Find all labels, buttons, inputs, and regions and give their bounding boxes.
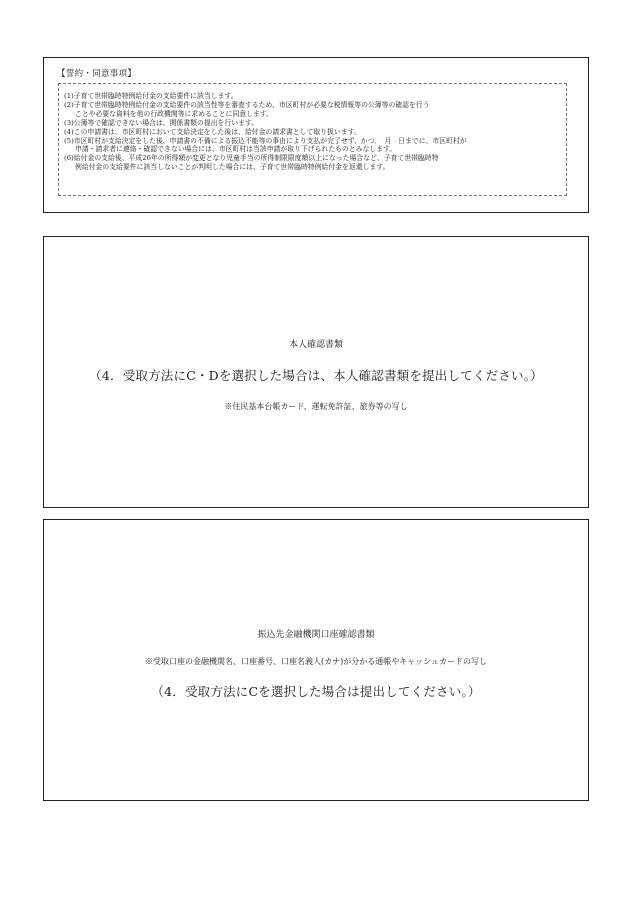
pledge-item-text: (6)給付金の支給後、平成26年の所得額が変更となり児童手当の所得制限限度額以上になった場合など、子育て世帯臨時特 xyxy=(64,154,439,163)
pledge-item-continuation: 例給付金の支給要件に該当しないことが判明した場合には、子育て世帯臨時特例給付金を返還します。 xyxy=(75,163,390,172)
pledge-item-text: (3)公簿等で確認できない場合は、関係書類の提出を行います。 xyxy=(64,118,259,127)
identity-document-note: ※住民基本台帳カード、運転免許証、旅券等の写し xyxy=(224,402,408,411)
pledge-item-4 xyxy=(64,128,560,137)
pledge-item-3 xyxy=(64,119,560,128)
pledge-item-text: (5)市区町村が支給決定をした後、申請書の不備による振込不能等の事由により支払が完了せず、かつ、 月 日までに、市区町村が xyxy=(64,136,467,145)
bank-account-document-box xyxy=(43,519,589,801)
pledge-item-5 xyxy=(64,137,560,155)
pledge-item-1 xyxy=(64,92,560,101)
identity-document-box xyxy=(43,236,589,508)
pledge-items-box xyxy=(58,83,567,196)
pledge-item-continuation: ことや必要な資料を他の行政機関等に求めることに同意します。 xyxy=(75,109,274,118)
pledge-item-6 xyxy=(64,154,560,172)
pledge-item-text: (4)この申請書は、市区町村において支給決定をした後は、給付金の請求書として取り扱います。 xyxy=(64,127,361,136)
pledge-item-text: (2)子育て世帯臨時特例給付金の支給要件の該当性等を審査するため、市区町村が必要な税情報等の公簿等の確認を行う xyxy=(64,100,430,109)
identity-document-instruction: （4．受取方法にC・Dを選択した場合は、本人確認書類を提出してください。） xyxy=(89,368,543,383)
bank-account-document-title: 振込先金融機関口座確認書類 xyxy=(257,630,375,640)
pledge-item-continuation: 申請・請求者に連絡・確認できない場合には、市区町村は当該申請が取り下げられたものとみなします。 xyxy=(75,145,397,154)
bank-account-document-instruction: （4．受取方法にCを選択した場合は提出してください。） xyxy=(151,684,481,699)
pledge-item-text: (1)子育て世帯臨時特例給付金の支給要件に該当します。 xyxy=(64,92,238,100)
bank-account-document-note: ※受取口座の金融機関名、口座番号、口座名義人(カナ)が分かる通帳やキャッシュカードの写し xyxy=(144,657,488,666)
identity-document-title: 本人確認書類 xyxy=(288,340,343,350)
pledge-title: 【誓約・同意事項】 xyxy=(57,69,137,79)
pledge-consent-box xyxy=(43,57,589,213)
pledge-item-2 xyxy=(64,101,560,119)
